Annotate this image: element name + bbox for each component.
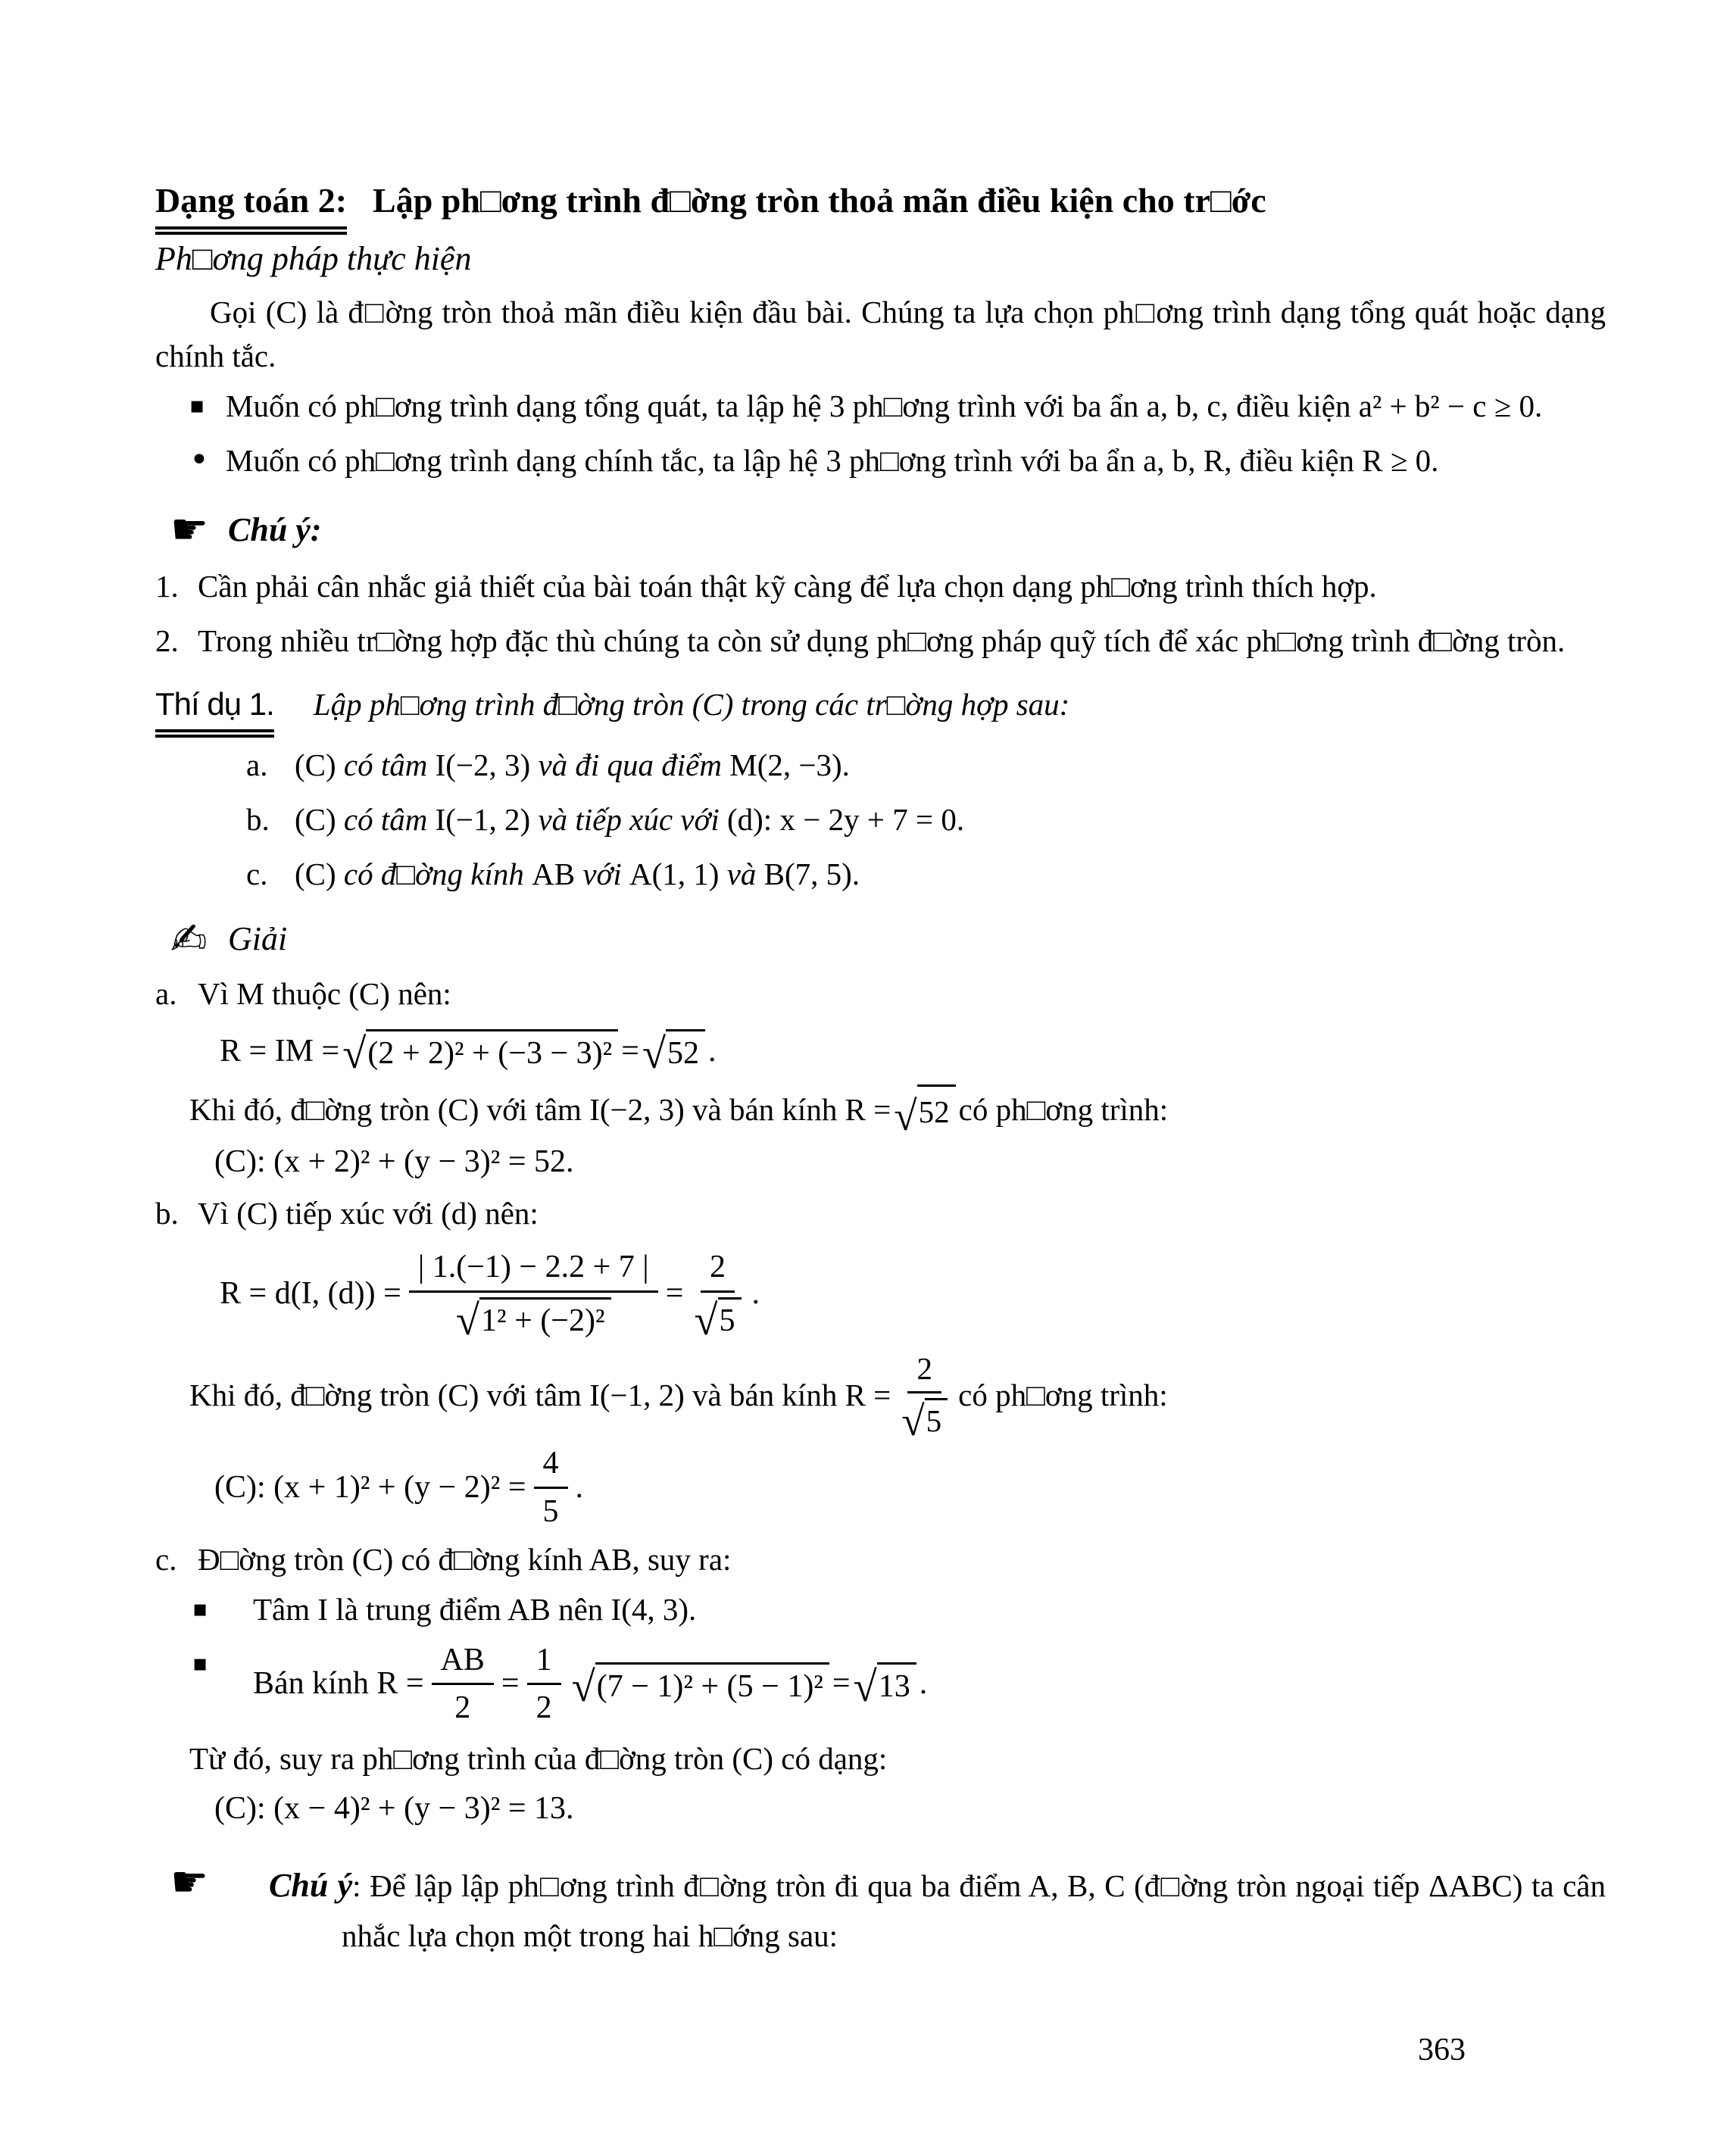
paragraph-then-c: Từ đó, suy ra ph□ơng trình của đ□ờng tròn (C) có dạng: [189,1741,888,1777]
fraction-denominator [898,1393,951,1445]
equals-sign: = [665,1276,684,1312]
fraction [409,1249,658,1344]
sqrt-sign: √ [342,1030,367,1078]
heading-title: Lập ph□ơng trình đ□ờng tròn thoả mãn điều kiện cho tr□ớc [373,181,1266,220]
step-text: Vì M thuộc (C) nên: [198,976,451,1011]
example-intro-text: Lập ph□ơng trình đ□ờng tròn [313,687,692,722]
square-bullet-icon: ▪ [192,1649,208,1677]
italic-segment: có đ□ờng kính [336,857,532,891]
period: . [751,1276,760,1312]
note-item-2 [155,619,1606,663]
sqrt-expression [694,1296,741,1344]
note-heading [170,505,1606,554]
square-bullet-icon: ▪ [189,392,205,419]
square-bullet-icon: ▪ [192,1595,208,1622]
step-letter: a. [155,976,177,1011]
example-item-b [246,796,1606,843]
section-heading [155,178,1606,229]
text-segment: Khi đó, đ□ờng tròn (C) với tâm I(−2, 3) và bán kính R = [189,1091,891,1127]
item-text: Cần phải cân nhắc giả thiết của bài toán thật kỹ càng để lựa chọn dạng ph□ơng trình thích hợp. [198,569,1377,604]
step-text: Đ□ờng tròn (C) có đ□ờng kính AB, suy ra: [198,1541,732,1577]
math-segment: I(−1, 2) [435,802,531,837]
item-text [295,741,850,788]
sqrt-sign: √ [894,1093,917,1140]
heading-label: Dạng toán 2: [155,178,347,229]
fraction [898,1350,951,1445]
example-intro-math: (C) [692,687,734,722]
fraction [534,1445,568,1530]
equals-sign: = [501,1666,520,1702]
fraction [691,1249,744,1344]
fraction-denominator: 2 [454,1690,471,1726]
sqrt-sign: √ [455,1296,480,1344]
formula-lhs: R = d(I, (d)) = [220,1276,401,1312]
solution-step-c [155,1537,1606,1581]
equation-circle-c: (C): (x − 4)² + (y − 3)² = 13. [214,1791,574,1827]
solution-step-b [155,1191,1606,1235]
formula-lhs: R = IM = [220,1033,340,1069]
pointing-hand-icon: ☛ [170,505,209,554]
fraction-denominator: 5 [542,1493,559,1529]
fraction-denominator [691,1293,744,1344]
step-text: Vì (C) tiếp xúc với (d) nên: [198,1196,539,1231]
item-number: 1. [155,569,179,604]
italic-segment: có tâm [336,747,436,782]
math-segment: A(1, 1) [629,857,720,891]
note-label: Chú ý [269,1867,353,1905]
note-label: Chú ý: [228,511,322,548]
math-segment: AB [532,857,576,891]
step-letter: b. [155,1196,179,1231]
fraction-numerator: 4 [534,1445,568,1488]
sub-bullet-center [189,1587,1606,1631]
text-segment: có ph□ơng trình: [958,1378,1168,1413]
bullet-text-main: Muốn có ph□ơng trình dạng tổng quát, ta lập hệ 3 ph□ơng trình với ba ẩn a, b, c, điều kiện [226,389,1359,423]
sqrt-radicand: (2 + 2)² + (−3 − 3)² [366,1029,618,1072]
math-segment: (d): x − 2y + 7 = 0. [727,802,965,837]
period: . [919,1666,928,1702]
fraction [527,1642,561,1727]
period: . [708,1033,717,1069]
equation-circle-b [214,1445,1606,1530]
italic-segment: và tiếp xúc với [530,802,727,837]
sqrt-expression [853,1662,916,1712]
formula-radius-c [253,1642,927,1727]
example-label: Thí dụ 1. [155,682,274,732]
sub-bullet-radius [189,1642,1606,1727]
writing-hand-icon: ✍ [170,913,208,965]
note-body: : Để lập lập ph□ơng trình đ□ờng tròn đi qua ba điểm A, B, C (đ□ờng tròn ngoại tiếp ΔABC) ta cân nhắc lựa chọn một trong hai h□ớng sau: [342,1868,1606,1954]
example-intro [314,687,1070,722]
fraction-numerator: 1 [527,1642,561,1685]
sqrt-radicand: 13 [877,1662,916,1705]
sqrt-sign: √ [571,1663,595,1712]
fraction-denominator: 2 [535,1690,552,1726]
equals-sign: = [621,1033,639,1069]
item-letter: b. [246,802,270,837]
fraction-numerator: 2 [907,1351,941,1393]
fraction-numerator: | 1.(−1) − 2.2 + 7 | [409,1249,658,1292]
sqrt-radicand: 1² + (−2)² [479,1297,611,1339]
bullet-text: Muốn có ph□ơng trình dạng chính tắc, ta lập hệ 3 ph□ơng trình với ba ẩn a, b, R, điều kiện R ≥ 0. [226,443,1439,478]
page-number: 363 [1418,2033,1466,2067]
example-heading [155,682,1606,732]
math-segment: B(7, 5). [763,857,860,891]
sqrt-radicand: 52 [917,1084,956,1134]
sqrt-sign: √ [642,1030,667,1078]
example-item-c [246,850,1606,897]
intro-paragraph: Gọi (C) là đ□ờng tròn thoả mãn điều kiện đầu bài. Chúng ta lựa chọn ph□ơng trình dạng tổng quát hoặc dạng chính tắc. [155,295,1606,373]
example-intro-text: trong các tr□ờng hợp sau: [733,687,1070,722]
math-segment: (C) [295,802,336,837]
text-segment: có ph□ơng trình: [958,1091,1169,1127]
method-heading: Ph□ơng pháp thực hiện [155,240,472,277]
sqrt-radicand: (7 − 1)² + (5 − 1)² [595,1662,829,1705]
solution-heading [170,913,1606,965]
note-2-text [228,1861,1606,1961]
text-segment: Khi đó, đ□ờng tròn (C) với tâm I(−1, 2) và bán kính R = [189,1378,891,1413]
equals-sign: = [832,1666,851,1702]
italic-segment: có tâm [336,802,436,837]
solution-label: Giải [228,920,288,957]
sqrt-radicand: 52 [666,1029,705,1072]
math-segment: I(−2, 3) [435,747,531,782]
sqrt-expression [571,1662,829,1712]
sqrt-radicand: 5 [925,1398,948,1439]
round-bullet-icon: • [189,441,209,479]
item-text [295,850,860,897]
fraction [432,1642,494,1727]
example-item-a [246,741,1606,788]
formula-radius-b [220,1249,1606,1344]
sqrt-expression [894,1084,955,1140]
item-letter: a. [246,747,268,782]
pointing-hand-icon: ☛ [170,1858,209,1908]
italic-segment: với [575,857,630,891]
fraction-numerator: AB [432,1642,494,1685]
paragraph-then-a [189,1084,1606,1140]
math-segment: (C) [295,747,336,782]
step-letter: c. [155,1541,177,1577]
note-2 [170,1858,1606,1961]
sub-bullet-text: Tâm I là trung điểm AB nên I(4, 3). [253,1591,697,1627]
item-number: 2. [155,623,179,658]
math-segment: (C) [295,857,336,891]
equation-circle-a: (C): (x + 2)² + (y − 3)² = 52. [214,1144,574,1180]
bullet-text [226,384,1606,428]
sqrt-expression [455,1296,611,1344]
bullet-item-general-form [189,384,1606,428]
item-letter: c. [246,857,268,891]
note-item-1 [155,564,1606,608]
sqrt-expression [642,1029,705,1078]
period: . [575,1470,584,1506]
bullet-math: a² + b² − c ≥ 0. [1358,389,1543,423]
formula-radius-a [220,1029,1606,1078]
italic-segment: và [719,857,764,891]
bullet-item-canonical-form [189,438,1606,482]
sqrt-sign: √ [694,1296,718,1344]
math-segment: M(2, −3). [729,747,850,782]
sqrt-expression [901,1398,948,1445]
sqrt-sign: √ [853,1663,877,1712]
sqrt-sign: √ [901,1398,925,1445]
italic-segment: và đi qua điểm [530,747,730,782]
item-text [295,796,964,843]
fraction-denominator [453,1293,614,1344]
fraction-numerator: 2 [701,1249,735,1292]
sqrt-expression [342,1029,618,1078]
solution-step-a [155,972,1606,1016]
formula-lhs: Bán kính R = [253,1666,424,1702]
paragraph-then-b [189,1350,1606,1445]
item-text: Trong nhiều tr□ờng hợp đặc thù chúng ta còn sử dụng ph□ơng pháp quỹ tích để xác ph□ơng trình đ□ờng tròn. [198,623,1566,658]
sqrt-radicand: 5 [718,1297,742,1339]
equation-text: (C): (x + 1)² + (y − 2)² = [214,1470,526,1506]
